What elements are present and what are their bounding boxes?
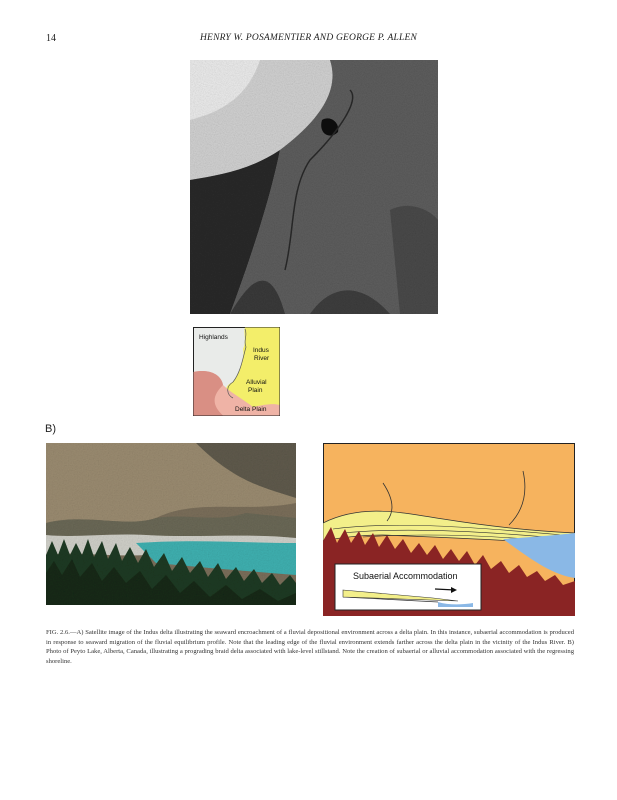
alluvial-label-line1: Alluvial (246, 379, 267, 386)
accommodation-label: Subaerial Accommodation (353, 571, 458, 581)
delta-label: Delta Plain (235, 406, 267, 413)
running-head: HENRY W. POSAMENTIER AND GEORGE P. ALLEN (200, 33, 418, 43)
panel-b-label: B) (45, 423, 56, 435)
lake-photo (46, 443, 296, 605)
accommodation-diagram (323, 443, 575, 616)
river-label-line1: Indus (253, 347, 269, 354)
alluvial-label-line2: Plain (248, 387, 263, 394)
river-label-line2: River (254, 355, 270, 362)
figure-caption: FIG. 2.6.—A) Satellite image of the Indus delta illustrating the seaward encroachment of a fluvial depositional environment across a delta plain. In this instance, subaerial accommodation is produced in response to seaward migration of the fluvial equilibrium profile. Note that the leading edge of the fluvial environment extends farther across the delta plain in the vicinity of the Indus River. B) Photo of Peyto Lake, Alberta, Canada, illustrating a prograding braid delta associated with lake-level stillstand. Note the creation of subaerial or alluvial accommodation associated with the regressing shoreline. (46, 629, 574, 665)
page-number: 14 (46, 33, 56, 44)
inset-map (193, 327, 280, 416)
satellite-image (190, 60, 438, 314)
highlands-label: Highlands (199, 334, 228, 341)
